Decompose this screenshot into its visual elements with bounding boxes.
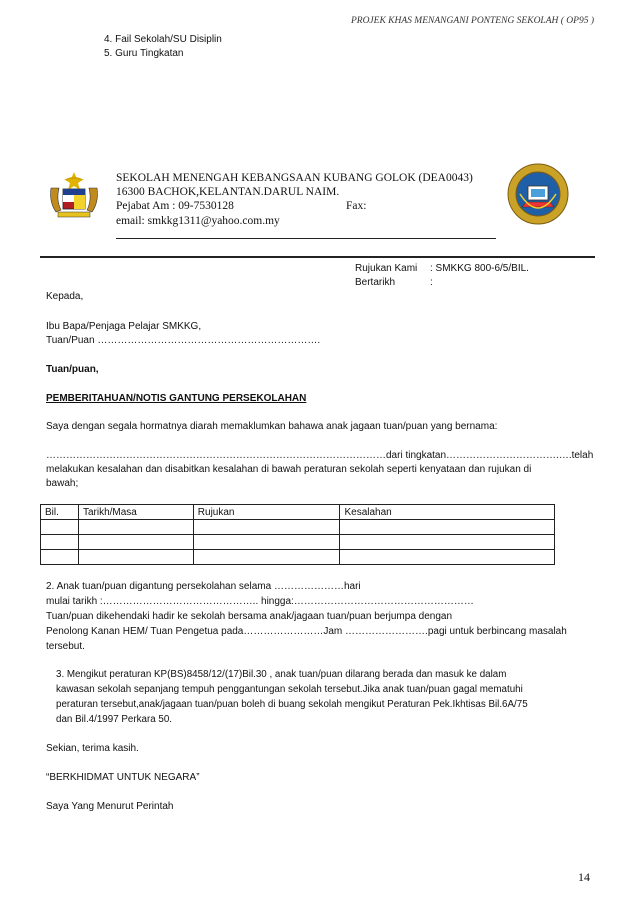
recipient-line: Tuan/Puan …………………………………………………………. — [46, 335, 321, 346]
table-cell — [78, 520, 193, 535]
closing-thanks: Sekian, terima kasih. — [46, 743, 139, 754]
salutation: Tuan/puan, — [46, 364, 99, 375]
column-header: Bil. — [41, 505, 79, 520]
paragraph-line: Penolong Kanan HEM/ Tuan Pengetua pada……………………Jam …………………….pagi untuk berbincang masalah — [46, 626, 567, 637]
paragraph-line: bawah; — [46, 478, 79, 489]
column-header: Tarikh/Masa — [78, 505, 193, 520]
paragraph-line: tersebut. — [46, 641, 85, 652]
malaysia-coat-of-arms-icon — [44, 170, 104, 220]
list-item: 4. Fail Sekolah/SU Disiplin — [104, 34, 222, 45]
table-cell — [41, 535, 79, 550]
table-row — [41, 520, 555, 535]
table-row — [41, 550, 555, 565]
date-value: : — [430, 277, 433, 288]
table-cell — [41, 520, 79, 535]
email-address: email: smkkg1311@yahoo.com.my — [116, 215, 280, 227]
school-name: SEKOLAH MENENGAH KEBANGSAAN KUBANG GOLOK (DEA0043) — [116, 172, 473, 184]
table-cell — [78, 550, 193, 565]
recipient-greeting: Kepada, — [46, 291, 84, 302]
paragraph-line: 3. Mengikut peraturan KP(BS)8458/12/(17)Bil.30 , anak tuan/puan dilarang berada dan masuk ke dalam — [56, 669, 507, 680]
column-header: Rujukan — [193, 505, 340, 520]
fax-label: Fax: — [346, 200, 367, 212]
table-header-row — [41, 505, 555, 520]
paragraph-line: kawasan sekolah sepanjang tempuh penggantungan sekolah tersebut.Jika anak tuan/puan gagal mematuhi — [56, 684, 523, 695]
paragraph-line: peraturan tersebut,anak/jagaan tuan/puan boleh di buang sekolah mengikut Peraturan Pek.Ikhtisas Bil.6A/75 — [56, 699, 528, 710]
paragraph-line: melakukan kesalahan dan disabitkan kesalahan di bawah peraturan sekolah seperti kenyataan dan rujukan di — [46, 464, 532, 475]
school-crest-icon — [506, 162, 570, 226]
closing-signature: Saya Yang Menurut Perintah — [46, 801, 174, 812]
letter-subject: PEMBERITAHUAN/NOTIS GANTUNG PERSEKOLAHAN — [46, 393, 307, 404]
table-cell — [193, 550, 340, 565]
paragraph-line: dan Bil.4/1997 Perkara 50. — [56, 714, 173, 725]
recipient-line: Ibu Bapa/Penjaga Pelajar SMKKG, — [46, 321, 202, 332]
running-header: PROJEK KHAS MENANGANI PONTENG SEKOLAH ( OP95 ) — [350, 16, 594, 26]
paragraph-line: 2. Anak tuan/puan digantung persekolahan selama …………………hari — [46, 581, 361, 592]
list-item: 5. Guru Tingkatan — [104, 48, 184, 59]
letterhead-underline — [116, 238, 496, 239]
offense-table — [40, 504, 555, 565]
reference-value: : SMKKG 800-6/5/BIL. — [430, 263, 529, 274]
table-row — [41, 535, 555, 550]
phone-number: Pejabat Am : 09-7530128 — [116, 200, 234, 212]
table-cell — [340, 550, 555, 565]
page-number: 14 — [578, 870, 590, 884]
table-cell — [340, 520, 555, 535]
closing-motto: “BERKHIDMAT UNTUK NEGARA” — [46, 772, 200, 783]
table-cell — [41, 550, 79, 565]
table-cell — [340, 535, 555, 550]
date-label: Bertarikh — [355, 277, 396, 288]
header-rule — [40, 256, 595, 258]
table-cell — [193, 520, 340, 535]
column-header: Kesalahan — [340, 505, 555, 520]
paragraph-line: Tuan/puan dikehendaki hadir ke sekolah bersama anak/jagaan tuan/puan berjumpa dengan — [46, 611, 453, 622]
reference-label: Rujukan Kami — [355, 263, 418, 274]
paragraph-line: …………………………………………………………………………………………dari tingkatan…………………………….….telah — [46, 450, 594, 461]
intro-paragraph: Saya dengan segala hormatnya diarah memaklumkan bahawa anak jagaan tuan/puan yang bernama: — [46, 421, 498, 432]
paragraph-line: mulai tarikh :……………………………………….. hingga:……………………………………………… — [46, 596, 474, 607]
table-cell — [193, 535, 340, 550]
school-address: 16300 BACHOK,KELANTAN.DARUL NAIM. — [116, 186, 340, 198]
table-cell — [78, 535, 193, 550]
